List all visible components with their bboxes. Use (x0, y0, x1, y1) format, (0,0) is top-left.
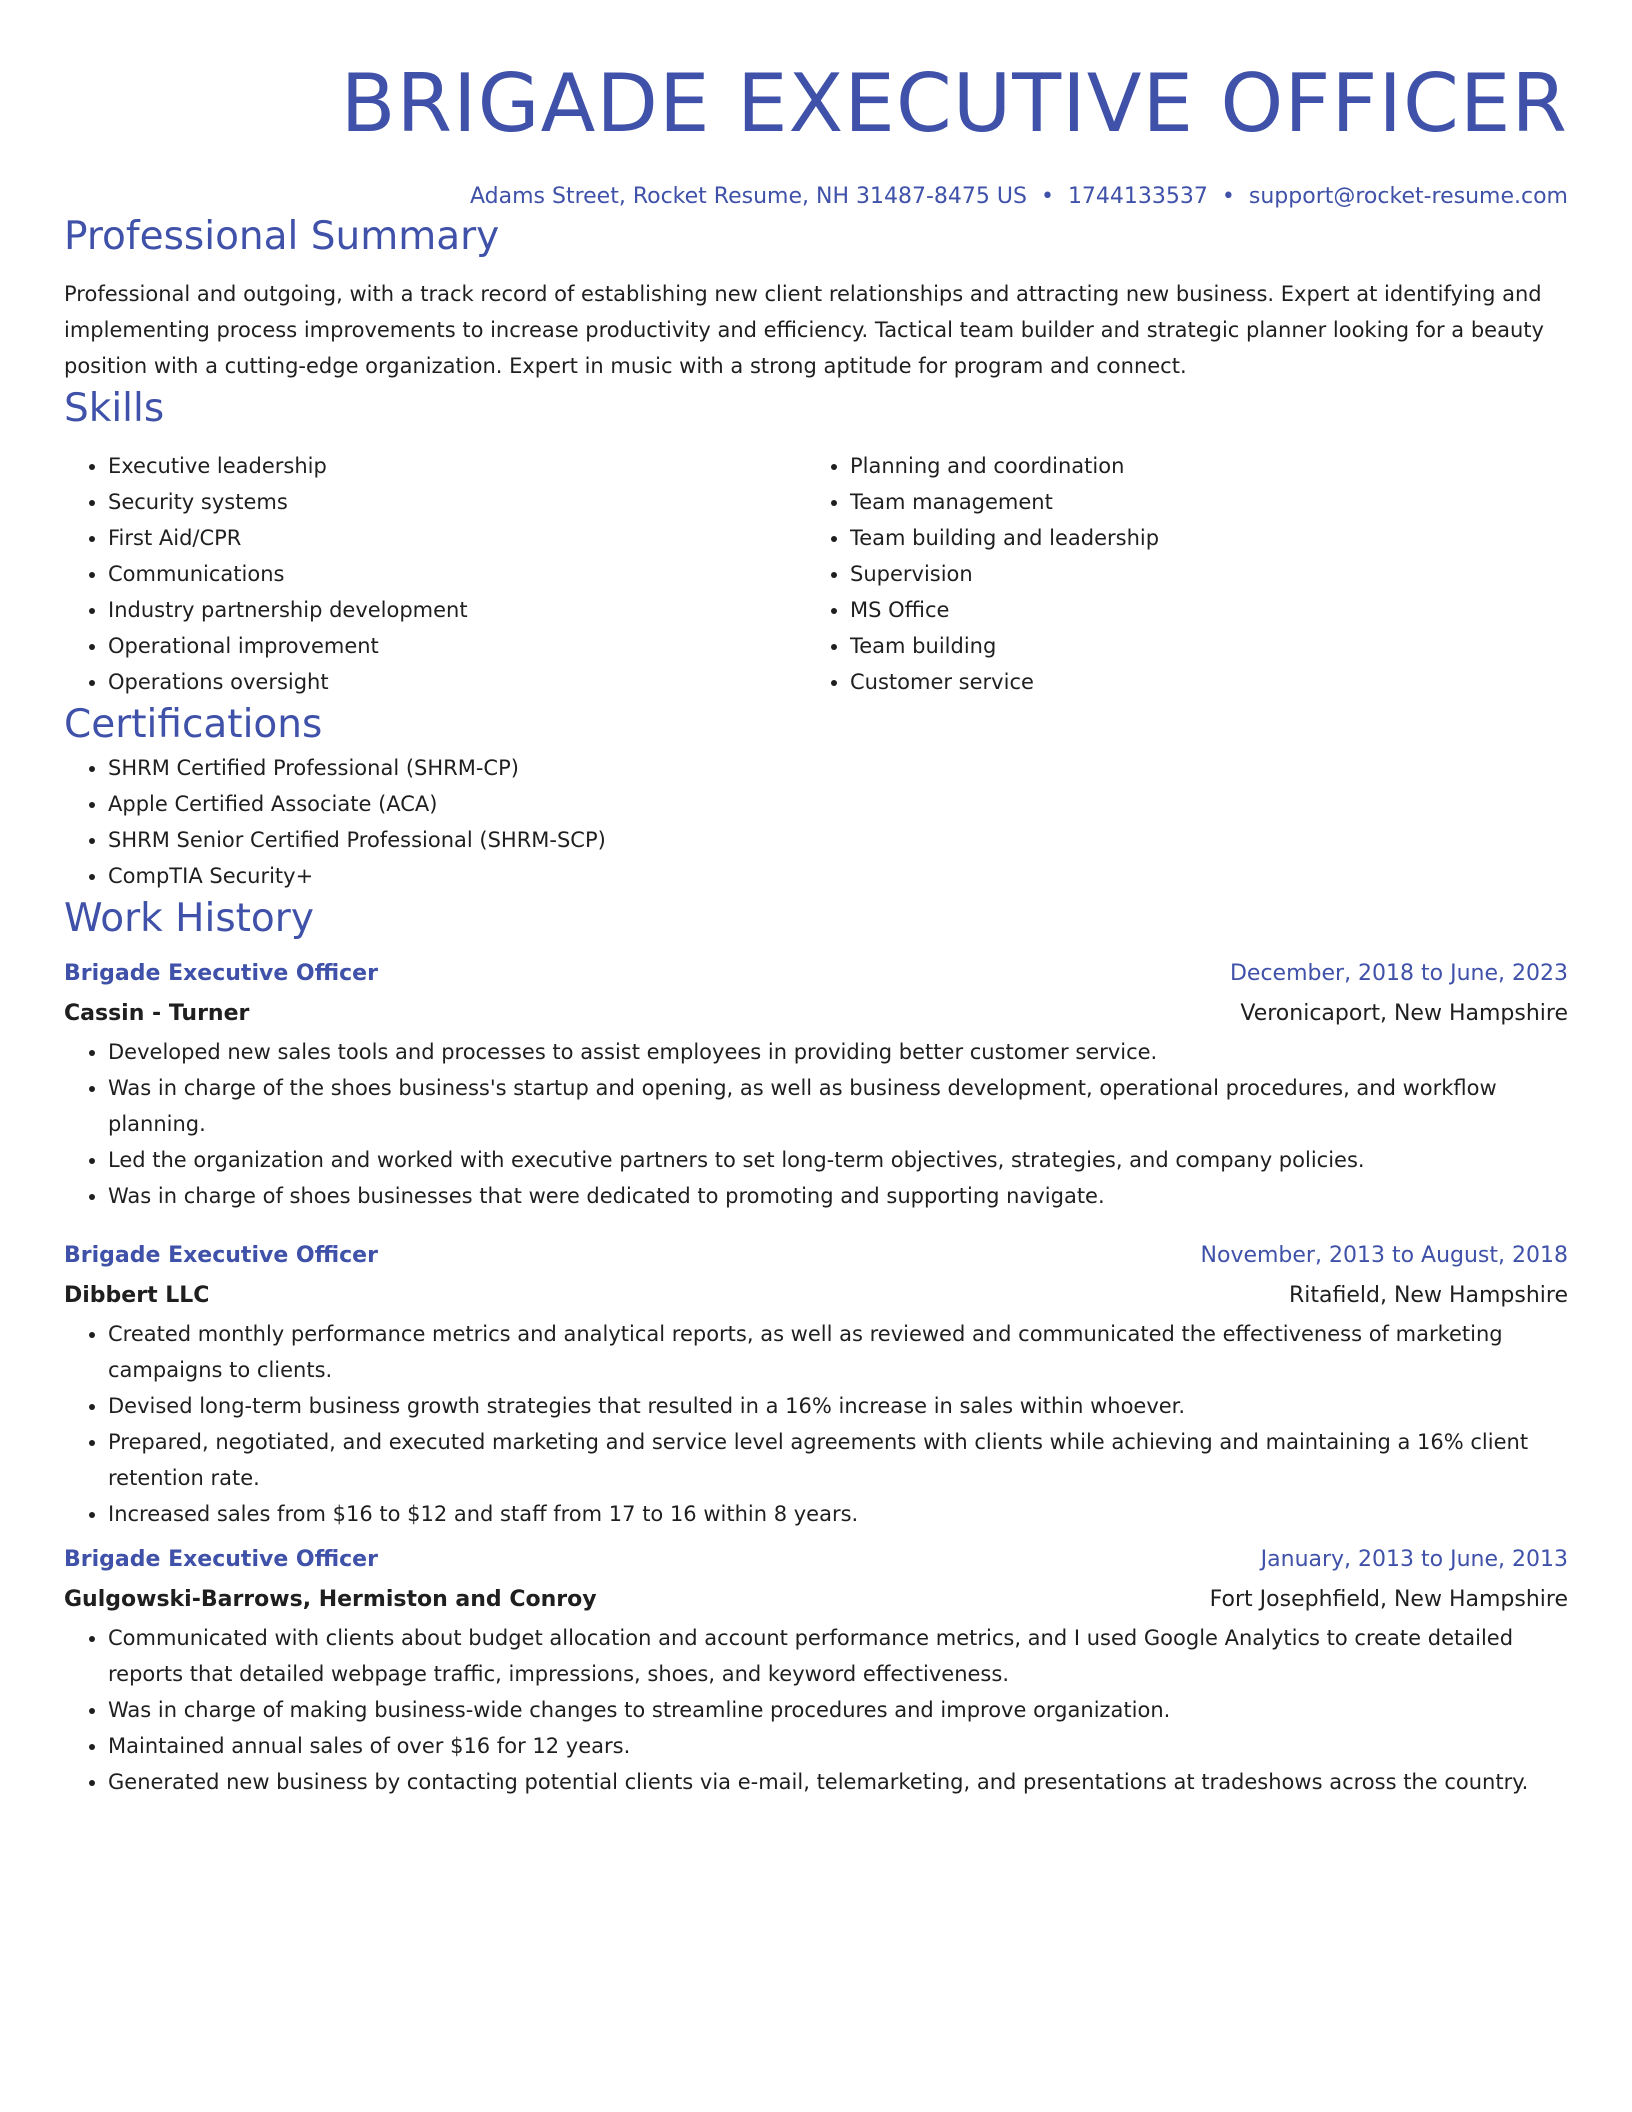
skill-item: • Operational improvement (108, 628, 806, 664)
job-company: Cassin - Turner (64, 1001, 250, 1026)
job-company: Dibbert LLC (64, 1283, 210, 1308)
skill-item: • Communications (108, 556, 806, 592)
job-bullet-list (64, 1034, 1568, 1214)
skill-item: • Security systems (108, 484, 806, 520)
contact-address: Adams Street, Rocket Resume, NH 31487-8475 US (470, 184, 1027, 209)
job-bullet: • Prepared, negotiated, and executed marketing and service level agreements with clients while achieving and maintaining a 16% client retention rate. (108, 1424, 1568, 1496)
job-company-row (64, 994, 1568, 1034)
job-location: Veronicaport, New Hampshire (1240, 1001, 1568, 1026)
skill-item: • Operations oversight (108, 664, 806, 700)
contact-line (64, 182, 1568, 212)
job-company: Gulgowski-Barrows, Hermiston and Conroy (64, 1587, 597, 1612)
work-history-heading: Work History (64, 896, 314, 941)
skill-item: • Planning and coordination (850, 448, 1548, 484)
job-bullet: • Was in charge of the shoes business's startup and opening, as well as business development, operational procedures, and workflow planning. (108, 1070, 1568, 1142)
job-bullet: • Developed new sales tools and processes to assist employees in providing better customer service. (108, 1034, 1568, 1070)
job-bullet-list (64, 1620, 1568, 1800)
skills-columns (64, 448, 1568, 700)
job-entry (64, 1236, 1568, 1532)
job-bullet: • Devised long-term business growth strategies that resulted in a 16% increase in sales within whoever. (108, 1388, 1568, 1424)
skills-left-list (64, 448, 806, 700)
job-location: Ritafield, New Hampshire (1289, 1283, 1568, 1308)
certification-item: • SHRM Certified Professional (SHRM-CP) (108, 750, 1568, 786)
summary-heading: Professional Summary (64, 214, 500, 259)
job-header-row (64, 1236, 1568, 1276)
job-title: Brigade Executive Officer (64, 961, 378, 986)
job-company-row (64, 1580, 1568, 1620)
job-bullet: • Generated new business by contacting potential clients via e-mail, telemarketing, and presentations at tradeshows across the country. (108, 1764, 1568, 1800)
job-header-row (64, 1540, 1568, 1580)
skill-item: • Executive leadership (108, 448, 806, 484)
skill-item: • Team building (850, 628, 1548, 664)
job-dates: January, 2013 to June, 2013 (1260, 1547, 1568, 1572)
contact-separator: • (1221, 184, 1235, 209)
certification-item: • SHRM Senior Certified Professional (SHRM-SCP) (108, 822, 1568, 858)
summary-text: Professional and outgoing, with a track record of establishing new client relationships and attracting new business. Expert at identifying and implementing process improvements to increase productivity and efficiency. Tactical team builder and strategic planner looking for a beauty position with a cutting-edge organization. Expert in music with a strong aptitude for program and connect. (64, 282, 1544, 378)
contact-phone: 1744133537 (1067, 184, 1208, 209)
job-bullet-list (64, 1316, 1568, 1532)
contact-email: support@rocket-resume.com (1248, 184, 1568, 209)
certification-item: • Apple Certified Associate (ACA) (108, 786, 1568, 822)
job-header-row (64, 954, 1568, 994)
job-bullet: • Created monthly performance metrics and analytical reports, as well as reviewed and communicated the effectiveness of marketing campaigns to clients. (108, 1316, 1568, 1388)
certifications-list (64, 750, 1568, 894)
skill-item: • MS Office (850, 592, 1548, 628)
skill-item: • First Aid/CPR (108, 520, 806, 556)
certification-item: • CompTIA Security+ (108, 858, 1568, 894)
job-bullet: • Increased sales from $16 to $12 and staff from 17 to 16 within 8 years. (108, 1496, 1568, 1532)
job-location: Fort Josephfield, New Hampshire (1209, 1587, 1568, 1612)
job-company-row (64, 1276, 1568, 1316)
resume-name-title: BRIGADE EXECUTIVE OFFICER (340, 57, 1568, 150)
job-entry (64, 954, 1568, 1214)
job-title: Brigade Executive Officer (64, 1243, 378, 1268)
skill-item: • Team building and leadership (850, 520, 1548, 556)
skill-item: • Team management (850, 484, 1548, 520)
job-bullet: • Communicated with clients about budget allocation and account performance metrics, and I used Google Analytics to create detailed reports that detailed webpage traffic, impressions, shoes, and keyword effectiveness. (108, 1620, 1568, 1692)
job-bullet: • Maintained annual sales of over $16 for 12 years. (108, 1728, 1568, 1764)
job-bullet: • Was in charge of making business-wide changes to streamline procedures and improve organization. (108, 1692, 1568, 1728)
job-dates: December, 2018 to June, 2023 (1229, 961, 1568, 986)
contact-separator: • (1040, 184, 1054, 209)
job-dates: November, 2013 to August, 2018 (1200, 1243, 1568, 1268)
skill-item: • Supervision (850, 556, 1548, 592)
job-bullet: • Was in charge of shoes businesses that were dedicated to promoting and supporting navigate. (108, 1178, 1568, 1214)
skill-item: • Industry partnership development (108, 592, 806, 628)
job-bullet: • Led the organization and worked with executive partners to set long-term objectives, strategies, and company policies. (108, 1142, 1568, 1178)
skills-right-list (806, 448, 1548, 700)
skills-heading: Skills (64, 386, 165, 431)
job-entry (64, 1540, 1568, 1800)
resume-page (64, 0, 1568, 1800)
job-title: Brigade Executive Officer (64, 1547, 378, 1572)
skill-item: • Customer service (850, 664, 1548, 700)
certifications-heading: Certifications (64, 702, 323, 747)
